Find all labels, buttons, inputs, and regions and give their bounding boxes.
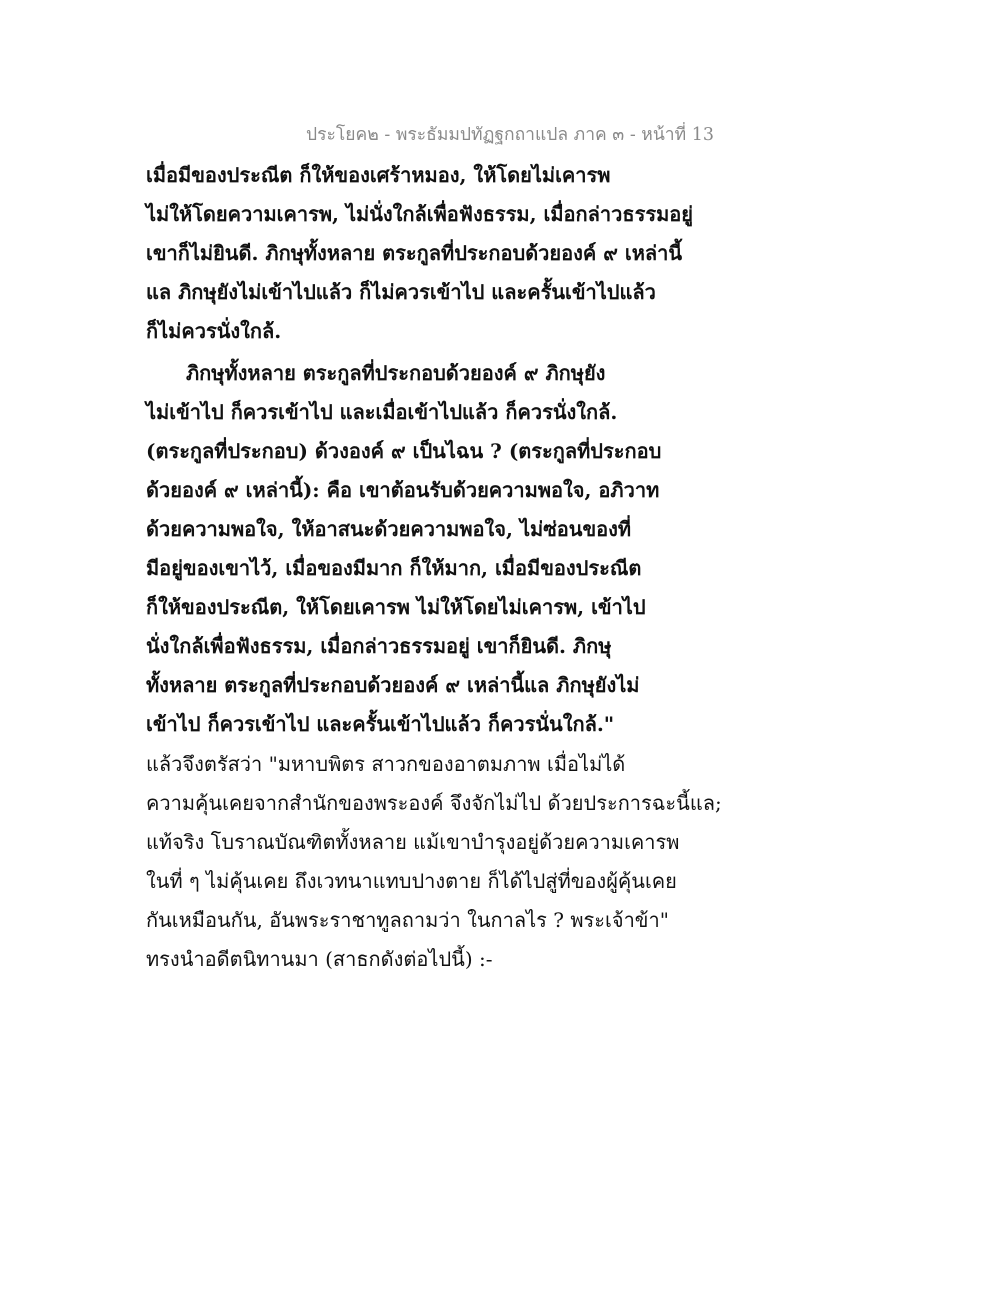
text-line-20: กันเหมือนกัน, อันพระราชาทูลถามว่า ในกาลไร ? พระเจ้าข้า" (146, 908, 669, 932)
text-line-1: เมื่อมีของประณีต ก็ให้ของเศร้าหมอง, ให้โดยไม่เคารพ (146, 163, 611, 187)
text-line-10: ด้วยความพอใจ, ให้อาสนะด้วยความพอใจ, ไม่ซ่อนของที่ (146, 517, 632, 541)
text-line-2: ไม่ให้โดยความเคารพ, ไม่นั่งใกล้เพื่อฟังธรรม, เมื่อกล่าวธรรมอยู่ (146, 202, 693, 226)
text-line-12: ก็ให้ของประณีต, ให้โดยเคารพ ไม่ให้โดยไม่เคารพ, เข้าไป (146, 595, 646, 619)
text-line-5: ก็ไม่ควรนั่งใกล้. (146, 319, 282, 343)
page-header: ประโยค๒ - พระธัมมปทัฏฐกถาแปล ภาค ๓ - หน้าที่ 13 (306, 125, 714, 145)
text-line-4: แล ภิกษุยังไม่เข้าไปแล้ว ก็ไม่ควรเข้าไป และครั้นเข้าไปแล้ว (146, 280, 656, 304)
text-line-13: นั่งใกล้เพื่อฟังธรรม, เมื่อกล่าวธรรมอยู่ เขาก็ยินดี. ภิกษุ (146, 634, 612, 658)
text-line-8: (ตระกูลที่ประกอบ) ด้วงองค์ ๙ เป็นไฉน ? (ตระกูลที่ประกอบ (146, 439, 662, 463)
text-line-19: ในที่ ๆ ไม่คุ้นเคย ถึงเวทนาแทบปางตาย ก็ได้ไปสู่ที่ของผู้คุ้นเคย (146, 869, 677, 893)
text-line-18: แท้จริง โบราณบัณฑิตทั้งหลาย แม้เขาบำรุงอยู่ด้วยความเคารพ (146, 830, 680, 854)
text-line-21: ทรงนำอดีตนิทานมา (สาธกดังต่อไปนี้) :- (146, 947, 493, 971)
text-line-17: ความคุ้นเคยจากสำนักของพระองค์ จึงจักไม่ไป ด้วยประการฉะนี้แล; (146, 791, 722, 815)
text-line-9: ด้วยองค์ ๙ เหล่านี้): คือ เขาต้อนรับด้วยความพอใจ, อภิวาท (146, 478, 660, 502)
text-line-15: เข้าไป ก็ควรเข้าไป และครั้นเข้าไปแล้ว ก็ควรนั่นใกล้." (146, 712, 615, 736)
text-line-16: แล้วจึงตรัสว่า "มหาบพิตร สาวกของอาตมภาพ เมื่อไม่ได้ (146, 752, 626, 776)
text-line-6: ภิกษุทั้งหลาย ตระกูลที่ประกอบด้วยองค์ ๙ ภิกษุยัง (186, 361, 606, 385)
text-line-7: ไม่เข้าไป ก็ควรเข้าไป และเมื่อเข้าไปแล้ว ก็ควรนั่งใกล้. (146, 400, 618, 424)
text-line-11: มีอยู่ของเขาไว้, เมื่อของมีมาก ก็ให้มาก, เมื่อมีของประณีต (146, 556, 642, 580)
text-line-3: เขาก็ไม่ยินดี. ภิกษุทั้งหลาย ตระกูลที่ประกอบด้วยองค์ ๙ เหล่านี้ (146, 241, 683, 265)
text-line-14: ทั้งหลาย ตระกูลที่ประกอบด้วยองค์ ๙ เหล่านี้แล ภิกษุยังไม่ (146, 673, 640, 697)
